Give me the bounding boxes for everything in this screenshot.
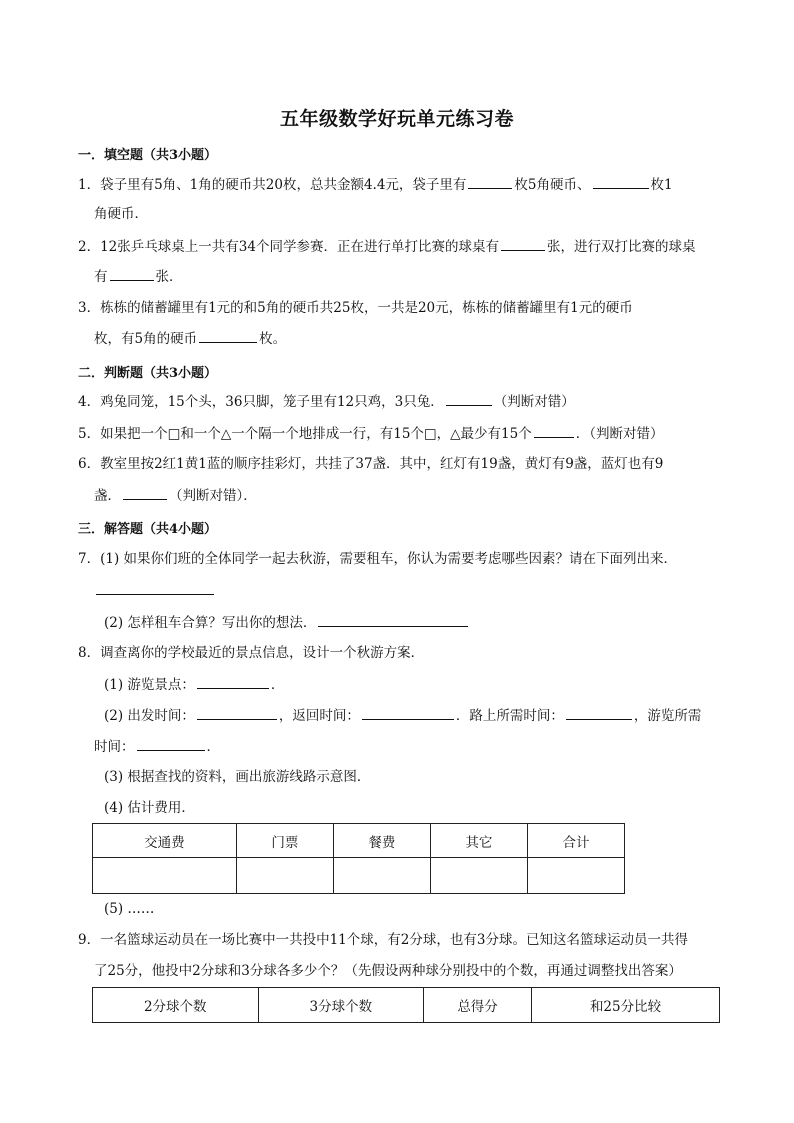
q9-text-b: 了25分，他投中2分球和3分球各多少个？（先假设两种球分别投中的个数，再通过调整找出答案） xyxy=(94,963,682,979)
cost-answer-cell[interactable] xyxy=(527,858,624,894)
q7-text-a: 7．(1) 如果你们班的全体同学一起去秋游，需要租车，你认为需要考虑哪些因素？请在下面列出来． xyxy=(78,551,678,567)
q8-text-c4: ，游览所需 xyxy=(633,708,702,724)
question-7-answer-line xyxy=(94,580,216,601)
q8-text-b2: ． xyxy=(270,677,285,693)
score-header-cell: 2分球个数 xyxy=(93,988,259,1023)
q6-text-a: 6．教室里按2红1黄1蓝的顺序挂彩灯，共挂了37盏．其中，红灯有19盏，黄灯有9盏，蓝灯也有9 xyxy=(78,456,664,472)
cost-answer-cell[interactable] xyxy=(236,858,333,894)
q8-blank-return[interactable] xyxy=(362,705,454,720)
q8-blank-depart[interactable] xyxy=(197,705,277,720)
q6-text-c: （判断对错）． xyxy=(169,488,257,504)
q8-text-b: (1) 游览景点： xyxy=(104,677,195,693)
q1-text-a: 1．袋子里有5角、1角的硬币共20枚，总共金额4.4元，袋子里有 xyxy=(78,177,467,193)
score-header-cell: 3分球个数 xyxy=(258,988,424,1023)
cost-table xyxy=(92,823,625,894)
q5-blank[interactable] xyxy=(534,423,574,438)
q7-blank-2[interactable] xyxy=(318,612,468,627)
question-4 xyxy=(78,391,575,412)
q3-text-b: 枚，有5角的硬币 xyxy=(94,331,198,347)
q2-blank-1[interactable] xyxy=(501,236,545,251)
cost-answer-cell[interactable] xyxy=(333,858,430,894)
q2-text-d: 张． xyxy=(155,269,183,285)
q8-blank-visit[interactable] xyxy=(137,736,205,751)
section-heading-true-false: 二．判断题（共3小题） xyxy=(78,366,218,381)
cost-answer-cell[interactable] xyxy=(430,858,527,894)
score-header-cell: 总得分 xyxy=(424,988,532,1023)
q2-text-a: 2．12张乒乓球桌上一共有34个同学参赛．正在进行单打比赛的球桌有 xyxy=(78,239,499,255)
q1-text-d: 角硬币． xyxy=(94,206,148,222)
question-5 xyxy=(78,423,663,444)
q3-text-c: 枚。 xyxy=(259,331,287,347)
score-table xyxy=(92,987,720,1023)
q1-text-b: 枚5角硬币、 xyxy=(514,177,591,193)
score-table-header-row xyxy=(93,988,720,1023)
q8-text-d: 时间： xyxy=(94,739,135,755)
q1-text-c: 枚1 xyxy=(650,177,673,193)
q8-text-c3: ．路上所需时间： xyxy=(455,708,564,724)
q9-text-a: 9．一名篮球运动员在一场比赛中一共投中11个球，有2分球，也有3分球。已知这名篮球运动员一共得 xyxy=(78,932,688,948)
question-3-line-2 xyxy=(94,328,286,349)
cost-header-cell: 其它 xyxy=(430,824,527,858)
question-6-line-2 xyxy=(94,485,257,506)
section-heading-solve: 三．解答题（共4小题） xyxy=(78,522,218,537)
q3-blank-1[interactable] xyxy=(199,328,257,343)
q1-blank-2[interactable] xyxy=(593,174,649,189)
cost-header-cell: 餐费 xyxy=(333,824,430,858)
cost-header-cell: 交通费 xyxy=(93,824,237,858)
cost-header-cell: 门票 xyxy=(236,824,333,858)
section-heading-fill-in: 一．填空题（共3小题） xyxy=(78,148,218,163)
q8-text-c: (2) 出发时间： xyxy=(104,708,195,724)
q6-blank[interactable] xyxy=(123,485,167,500)
q8-text-f: (4) 估计费用． xyxy=(104,800,195,816)
cost-table-answer-row xyxy=(93,858,625,894)
q8-text-a: 8．调查离你的学校最近的景点信息，设计一个秋游方案． xyxy=(78,645,425,661)
q6-text-b: 盏． xyxy=(94,488,121,504)
q8-text-d2: ． xyxy=(206,739,220,755)
q4-text-b: （判断对错） xyxy=(493,394,575,410)
q8-blank-travel[interactable] xyxy=(566,705,632,720)
q1-blank-1[interactable] xyxy=(468,174,512,189)
q2-blank-2[interactable] xyxy=(110,266,154,281)
cost-table-header-row xyxy=(93,824,625,858)
q3-text-a: 3．栋栋的储蓄罐里有1元的和5角的硬币共25枚，一共是20元，栋栋的储蓄罐里有1元的硬币 xyxy=(78,300,633,316)
q8-text-e: (3) 根据查找的资料，画出旅游线路示意图． xyxy=(104,769,371,785)
question-2-line-2 xyxy=(94,266,183,287)
cost-header-cell: 合计 xyxy=(527,824,624,858)
q2-text-b: 张，进行双打比赛的球桌 xyxy=(546,239,696,255)
q5-text-a: 5．如果把一个□和一个△一个隔一个地排成一行，有15个□，△最少有15个 xyxy=(78,426,532,442)
q5-text-b: ．（判断对错） xyxy=(575,426,664,442)
question-8-part-1 xyxy=(104,674,284,695)
question-1-line-1 xyxy=(78,174,673,195)
page-title: 五年级数学好玩单元练习卷 xyxy=(279,108,514,130)
question-2-line-1 xyxy=(78,236,695,257)
q8-blank-place[interactable] xyxy=(197,674,269,689)
score-header-cell: 和25分比较 xyxy=(532,988,720,1023)
q4-text-a: 4．鸡兔同笼，15个头，36只脚，笼子里有12只鸡，3只兔． xyxy=(78,394,444,410)
q8-text-g: (5) …… xyxy=(104,901,155,917)
question-7-part-2 xyxy=(104,612,470,633)
question-8-part-2-cont xyxy=(94,736,220,757)
q7-text-b: (2) 怎样租车合算？写出你的想法． xyxy=(104,615,317,631)
question-8-part-2 xyxy=(104,705,701,726)
q7-blank-1[interactable] xyxy=(96,580,214,595)
q2-text-c: 有 xyxy=(94,269,108,285)
q4-blank[interactable] xyxy=(446,391,492,406)
q8-text-c2: ，返回时间： xyxy=(278,708,360,724)
cost-answer-cell[interactable] xyxy=(93,858,237,894)
